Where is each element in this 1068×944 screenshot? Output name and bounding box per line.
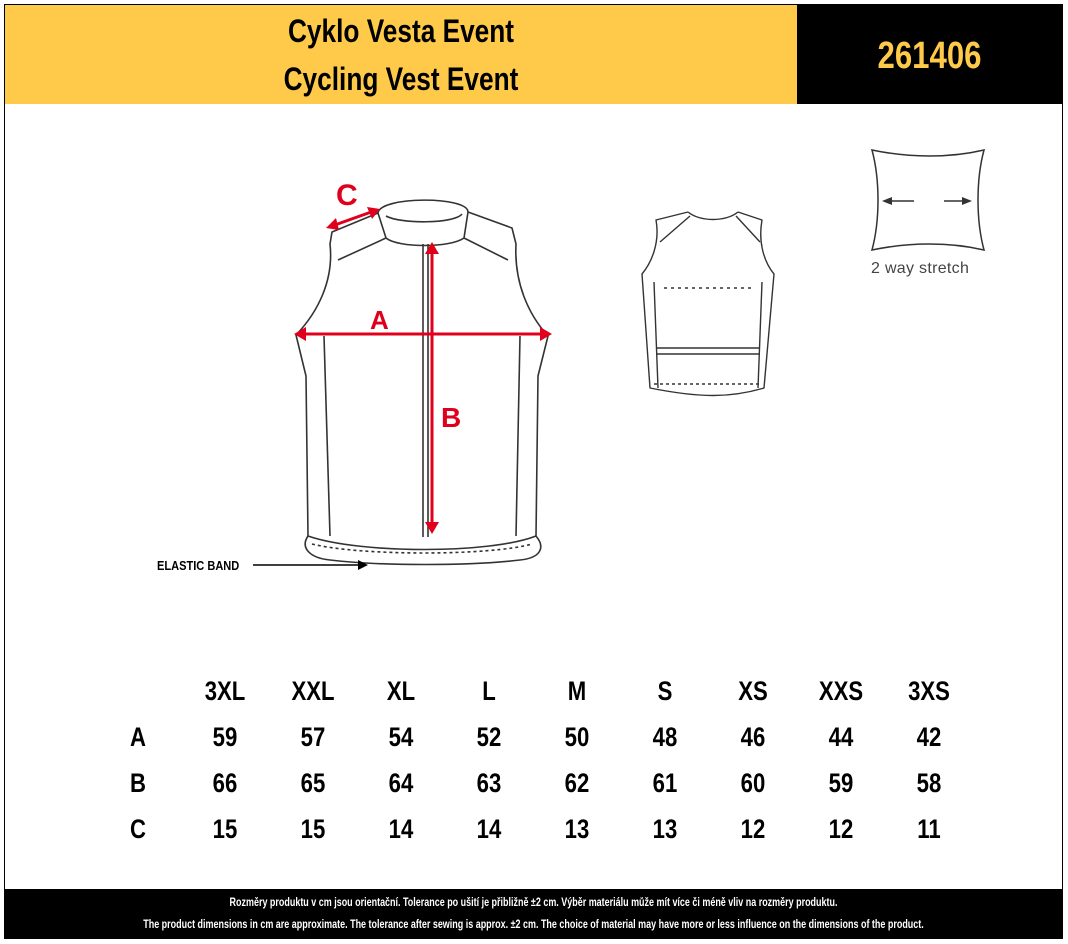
table-cell: 57 bbox=[300, 721, 326, 752]
table-cell: 65 bbox=[300, 767, 326, 798]
footer-note-czech: Rozměry produktu v cm jsou orientační. Tolerance po ušití je přibližně ±2 cm. Výběr materiálu může mít více či méně vliv na rozměry produktu. bbox=[229, 897, 838, 909]
product-code: 261406 bbox=[877, 35, 982, 77]
table-cell: 15 bbox=[212, 813, 238, 844]
table-cell: 12 bbox=[828, 813, 854, 844]
footer bbox=[5, 889, 1062, 939]
table-cell: 12 bbox=[740, 813, 766, 844]
row-label: A bbox=[130, 721, 146, 752]
vest-front-drawing bbox=[296, 200, 548, 564]
table-cell: 63 bbox=[476, 767, 502, 798]
table-row bbox=[95, 760, 973, 806]
vest-back-drawing bbox=[642, 212, 774, 396]
measure-a-label: A bbox=[370, 305, 389, 335]
size-header: 3XS bbox=[908, 675, 950, 706]
size-header: XS bbox=[738, 675, 768, 706]
row-label: B bbox=[130, 767, 146, 798]
table-cell: 59 bbox=[828, 767, 854, 798]
table-cell: 48 bbox=[652, 721, 678, 752]
size-header: L bbox=[482, 675, 496, 706]
table-cell: 13 bbox=[652, 813, 678, 844]
table-cell: 14 bbox=[388, 813, 414, 844]
table-row bbox=[95, 806, 973, 852]
table-cell: 42 bbox=[916, 721, 942, 752]
table-cell: 46 bbox=[740, 721, 766, 752]
table-cell: 52 bbox=[476, 721, 502, 752]
row-label: C bbox=[130, 813, 146, 844]
table-cell: 61 bbox=[652, 767, 678, 798]
table-cell: 13 bbox=[564, 813, 590, 844]
size-header: 3XL bbox=[204, 675, 246, 706]
size-header: XXS bbox=[818, 675, 864, 706]
table-cell: 50 bbox=[564, 721, 590, 752]
size-header: XXL bbox=[291, 675, 335, 706]
table-cell: 59 bbox=[212, 721, 238, 752]
title-english: Cycling Vest Event bbox=[283, 61, 519, 97]
size-table bbox=[95, 668, 973, 852]
table-cell: 15 bbox=[300, 813, 326, 844]
table-cell: 14 bbox=[476, 813, 502, 844]
size-header: S bbox=[657, 675, 673, 706]
size-header-row bbox=[95, 668, 973, 714]
two-way-stretch-label: 2 way stretch bbox=[871, 260, 970, 277]
footer-note-english: The product dimensions in cm are approximate. The tolerance after sewing is approx. ±2 cm. The choice of material may have more or less influence on the dimensions of the product. bbox=[143, 919, 924, 931]
table-cell: 54 bbox=[388, 721, 414, 752]
table-cell: 62 bbox=[564, 767, 590, 798]
title-czech: Cyklo Vesta Event bbox=[287, 13, 515, 49]
stretch-fabric-icon bbox=[872, 150, 984, 250]
table-cell: 66 bbox=[212, 767, 238, 798]
measure-c-label: C bbox=[336, 179, 358, 212]
table-cell: 58 bbox=[916, 767, 942, 798]
table-cell: 44 bbox=[828, 721, 854, 752]
measure-b-label: B bbox=[441, 402, 462, 433]
table-cell: 60 bbox=[740, 767, 766, 798]
table-cell: 64 bbox=[388, 767, 414, 798]
size-header: XL bbox=[386, 675, 416, 706]
table-cell: 11 bbox=[917, 813, 941, 844]
elastic-band-label: ELASTIC BAND bbox=[157, 558, 240, 573]
size-header: M bbox=[567, 675, 587, 706]
table-row bbox=[95, 714, 973, 760]
